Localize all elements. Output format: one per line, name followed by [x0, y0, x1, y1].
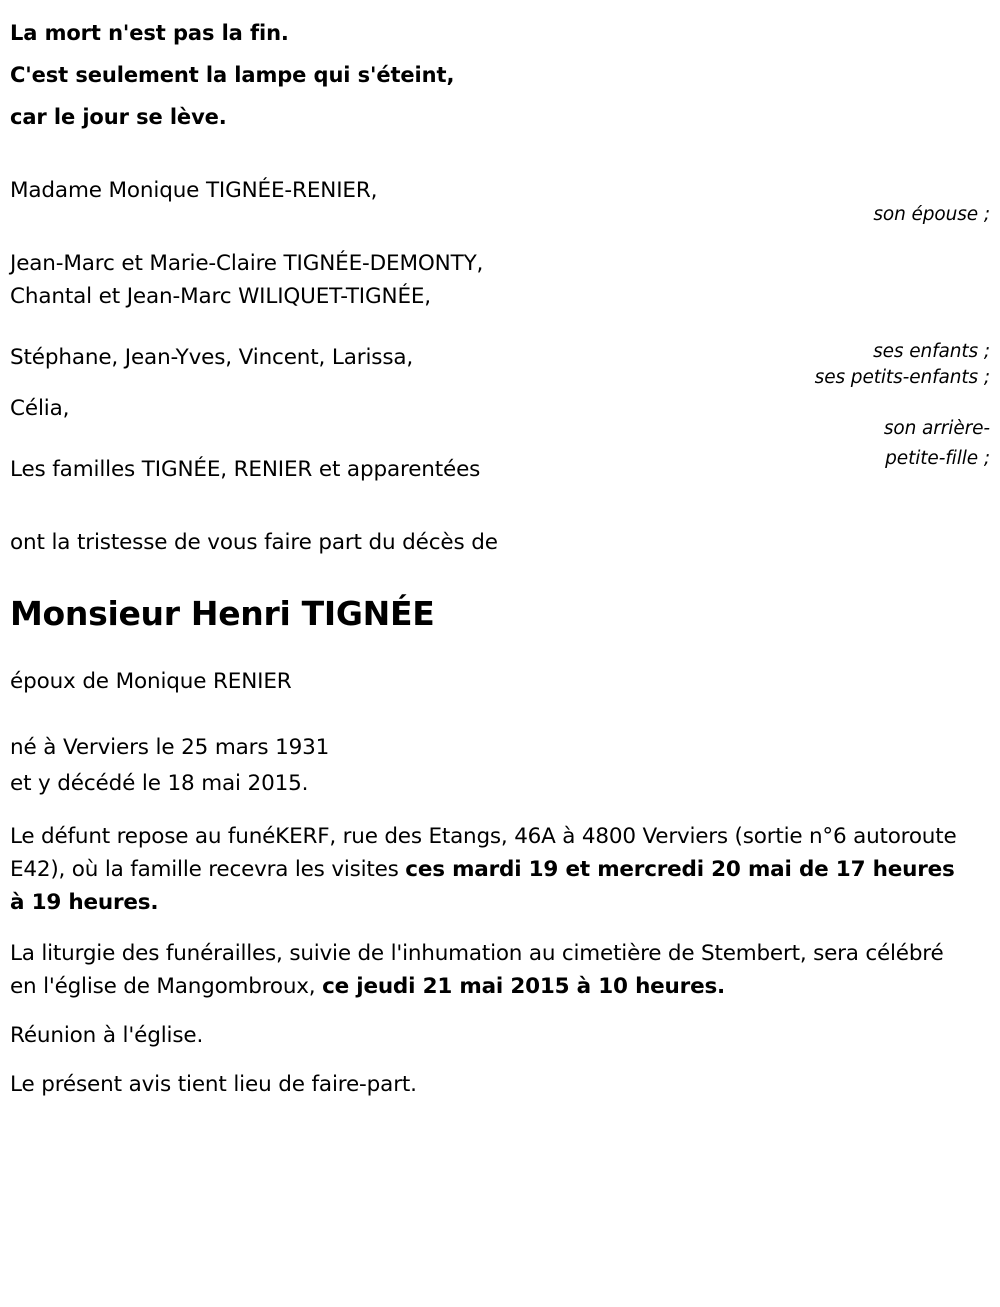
- epigraph: [10, 12, 990, 138]
- repose-text: Le défunt repose au funéKERF, rue des Etangs, 46A à 4800 Verviers (sortie n°6 autoroute E42), où la famille recevra les visites: [10, 824, 957, 882]
- grandchildren-names: Stéphane, Jean-Yves, Vincent, Larissa,: [10, 345, 414, 370]
- repose-visitation-paragraph: [10, 820, 972, 919]
- epigraph-line-3: car le jour se lève.: [10, 105, 227, 129]
- liturgy-paragraph: [10, 937, 972, 1003]
- death-line: et y décédé le 18 mai 2015.: [10, 771, 309, 796]
- spouse-relation-label: son épouse ;: [873, 204, 990, 225]
- grandchildren-relation-label: ses petits-enfants ;: [814, 367, 990, 388]
- birth-line: né à Verviers le 25 mars 1931: [10, 735, 330, 760]
- gathering-line: Réunion à l'église.: [10, 1023, 204, 1048]
- survivor-row-spouse: [10, 174, 990, 225]
- spouse-names: Madame Monique TIGNÉE-RENIER,: [10, 178, 378, 203]
- great-grandchild-relation-line-1: son arrière-: [883, 418, 990, 439]
- survivor-row-grandchildren: [10, 341, 990, 388]
- children-names-line-2: Chantal et Jean-Marc WILIQUET-TIGNÉE,: [10, 284, 431, 309]
- life-dates: [10, 730, 990, 802]
- visitation-times: ces mardi 19 et mercredi 20 mai de 17 heures à 19 heures.: [10, 857, 955, 915]
- liturgy-text: La liturgie des funérailles, suivie de l'inhumation au cimetière de Stembert, sera célébré en l'église de Mangombroux,: [10, 941, 944, 999]
- epigraph-line-2: C'est seulement la lampe qui s'éteint,: [10, 63, 455, 87]
- deceased-name: Monsieur Henri TIGNÉE: [10, 594, 435, 633]
- great-grandchild-name: Célia,: [10, 396, 70, 421]
- survivor-row-great-grandchild: [10, 392, 990, 469]
- great-grandchild-relation-line-2: petite-fille ;: [885, 448, 990, 469]
- children-names-line-1: Jean-Marc et Marie-Claire TIGNÉE-DEMONTY,: [10, 251, 484, 276]
- notice-line: Le présent avis tient lieu de faire-part.: [10, 1072, 417, 1097]
- announcement-intro: ont la tristesse de vous faire part du décès de: [10, 530, 498, 555]
- great-grandchild-relation-label: [690, 414, 990, 474]
- epigraph-line-1: La mort n'est pas la fin.: [10, 21, 289, 45]
- deceased-spouse-of: époux de Monique RENIER: [10, 669, 292, 694]
- family-survivors-section: [10, 174, 990, 486]
- children-relation-label: ses enfants ;: [873, 341, 990, 362]
- spacer: [10, 207, 990, 247]
- extended-families-line: Les familles TIGNÉE, RENIER et apparentées: [10, 457, 481, 482]
- liturgy-datetime: ce jeudi 21 mai 2015 à 10 heures.: [322, 974, 726, 999]
- spacer: [10, 313, 990, 341]
